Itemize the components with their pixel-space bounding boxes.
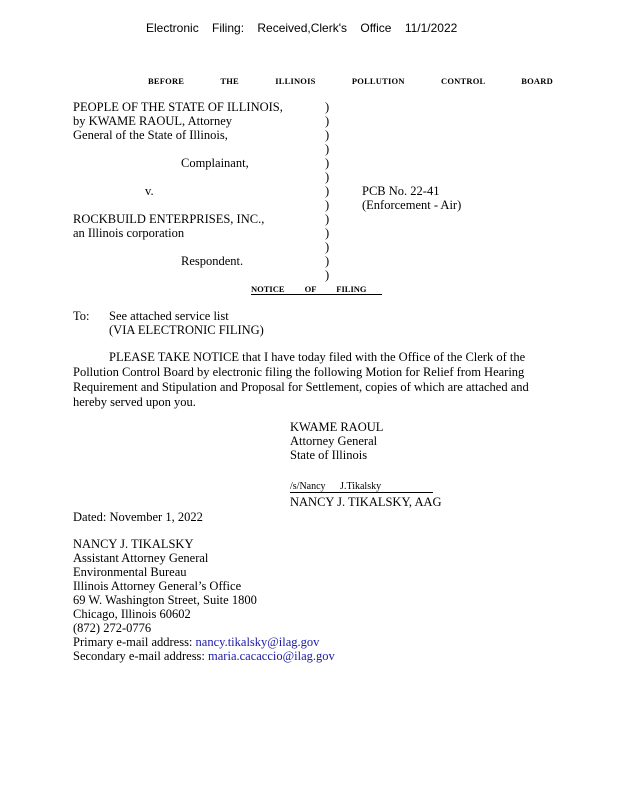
secondary-email-label: Secondary e-mail address: xyxy=(73,649,209,663)
secondary-email-row xyxy=(73,649,335,663)
electronic-filing-header: Electronic Filing: Received,Clerk's Office 11/1/2022 xyxy=(146,21,458,35)
plaintiff-line-1: PEOPLE OF THE STATE OF ILLINOIS, xyxy=(73,100,283,114)
contact-street: 69 W. Washington Street, Suite 1800 xyxy=(73,593,257,607)
contact-bureau: Environmental Bureau xyxy=(73,565,187,579)
respondent-label: Respondent. xyxy=(181,254,244,268)
contact-title: Assistant Attorney General xyxy=(73,551,209,565)
dated-line: Dated: November 1, 2022 xyxy=(73,510,203,524)
versus-label: v. xyxy=(145,184,154,198)
case-number: PCB No. 22-41 xyxy=(362,184,440,198)
notice-of-filing-title: NOTICE OF FILING xyxy=(251,284,382,295)
signer-name: NANCY J. TIKALSKY, AAG xyxy=(290,495,442,509)
to-line-1: See attached service list xyxy=(109,309,229,323)
ag-title: Attorney General xyxy=(290,434,378,448)
notice-paragraph xyxy=(73,350,563,410)
to-label: To: xyxy=(73,309,90,323)
contact-name: NANCY J. TIKALSKY xyxy=(73,537,194,551)
electronic-signature: /s/Nancy J.Tikalsky xyxy=(290,481,433,493)
complainant-label: Complainant, xyxy=(181,156,249,170)
notice-paragraph-text: PLEASE TAKE NOTICE that I have today filed with the Office of the Clerk of the Pollution Control Board by electronic filing the following Motion for Relief from Hearing Requirement and Stipulation and Proposal for Settlement, copies of which are attached and hereby served upon you. xyxy=(73,350,529,409)
primary-email-link[interactable]: nancy.tikalsky@ilag.gov xyxy=(195,635,320,649)
contact-office: Illinois Attorney General’s Office xyxy=(73,579,242,593)
ag-state: State of Illinois xyxy=(290,448,368,462)
to-line-2: (VIA ELECTRONIC FILING) xyxy=(109,323,264,337)
plaintiff-line-3: General of the State of Illinois, xyxy=(73,128,228,142)
secondary-email-link[interactable]: maria.cacaccio@ilag.gov xyxy=(208,649,335,663)
case-type: (Enforcement - Air) xyxy=(362,198,462,212)
contact-phone: (872) 272-0776 xyxy=(73,621,152,635)
primary-email-label: Primary e-mail address: xyxy=(73,635,196,649)
contact-city: Chicago, Illinois 60602 xyxy=(73,607,191,621)
primary-email-row xyxy=(73,635,319,649)
board-title: BEFORE THE ILLINOIS POLLUTION CONTROL BOARD xyxy=(148,76,553,86)
respondent-line-2: an Illinois corporation xyxy=(73,226,185,240)
ag-name: KWAME RAOUL xyxy=(290,420,384,434)
respondent-line-1: ROCKBUILD ENTERPRISES, INC., xyxy=(73,212,265,226)
plaintiff-line-2: by KWAME RAOUL, Attorney xyxy=(73,114,233,128)
caption-parentheses: ) ) ) ) ) ) ) ) ) ) ) ) ) xyxy=(325,100,330,282)
